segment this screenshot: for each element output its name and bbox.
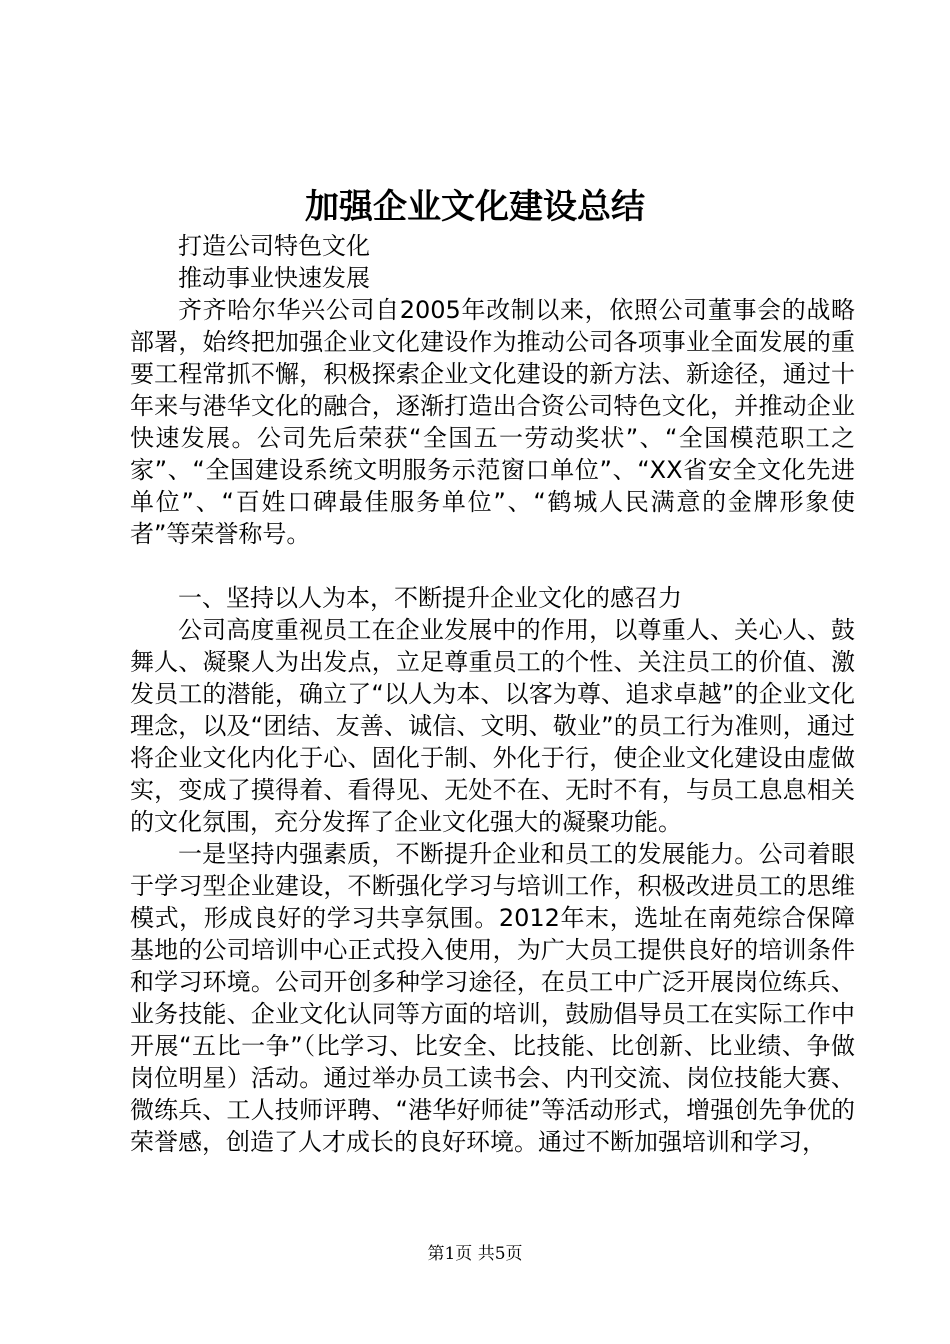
paragraph-spacer — [130, 550, 855, 582]
page-number-footer: 第1页 共5页 — [427, 1244, 523, 1264]
section-paragraph-2: 一是坚持内强素质，不断提升企业和员工的发展能力。公司着眼于学习型企业建设，不断强化学习与培训工作，积极改进员工的思维模式，形成良好的学习共享氛围。2012年末，选址在南苑综合保障基地的公司培训中心正式投入使用，为广大员工提供良好的培训条件和学习环境。公司开创多种学习途径，在员工中广泛开展岗位练兵、业务技能、企业文化认同等方面的培训，鼓励倡导员工在实际工作中开展“五比一争”（比学习、比安全、比技能、比创新、比业绩、争做岗位明星）活动。通过举办员工读书会、内刊交流、岗位技能大赛、微练兵、工人技师评聘、“港华好师徒”等活动形式，增强创先争优的荣誉感，创造了人才成长的良好环境。通过不断加强培训和学习， — [130, 840, 855, 1156]
subtitle-line-1: 打造公司特色文化 — [178, 232, 370, 260]
document-body — [130, 230, 855, 1158]
document-title: 加强企业文化建设总结 — [305, 187, 645, 227]
intro-paragraph: 齐齐哈尔华兴公司自2005年改制以来，依照公司董事会的战略部署，始终把加强企业文化建设作为推动公司各项事业全面发展的重要工程常抓不懈，积极探索企业文化建设的新方法、新途径，通过十年来与港华文化的融合，逐渐打造出合资公司特色文化，并推动企业快速发展。公司先后荣获“全国五一劳动奖状”、“全国模范职工之家”、“全国建设系统文明服务示范窗口单位”、“XX省安全文化先进单位”、“百姓口碑最佳服务单位”、“鹤城人民满意的金牌形象使者”等荣誉称号。 — [130, 296, 855, 548]
subtitle-line-2: 推动事业快速发展 — [178, 264, 370, 292]
section-heading: 一、坚持以人为本，不断提升企业文化的感召力 — [178, 584, 682, 612]
section-paragraph-1: 公司高度重视员工在企业发展中的作用，以尊重人、关心人、鼓舞人、凝聚人为出发点，立足尊重员工的个性、关注员工的价值、激发员工的潜能，确立了“以人为本、以客为尊、追求卓越”的企业文化理念，以及“团结、友善、诚信、文明、敬业”的员工行为准则，通过将企业文化内化于心、固化于制、外化于行，使企业文化建设由虚做实，变成了摸得着、看得见、无处不在、无时不有，与员工息息相关的文化氛围，充分发挥了企业文化强大的凝聚功能。 — [130, 616, 855, 836]
